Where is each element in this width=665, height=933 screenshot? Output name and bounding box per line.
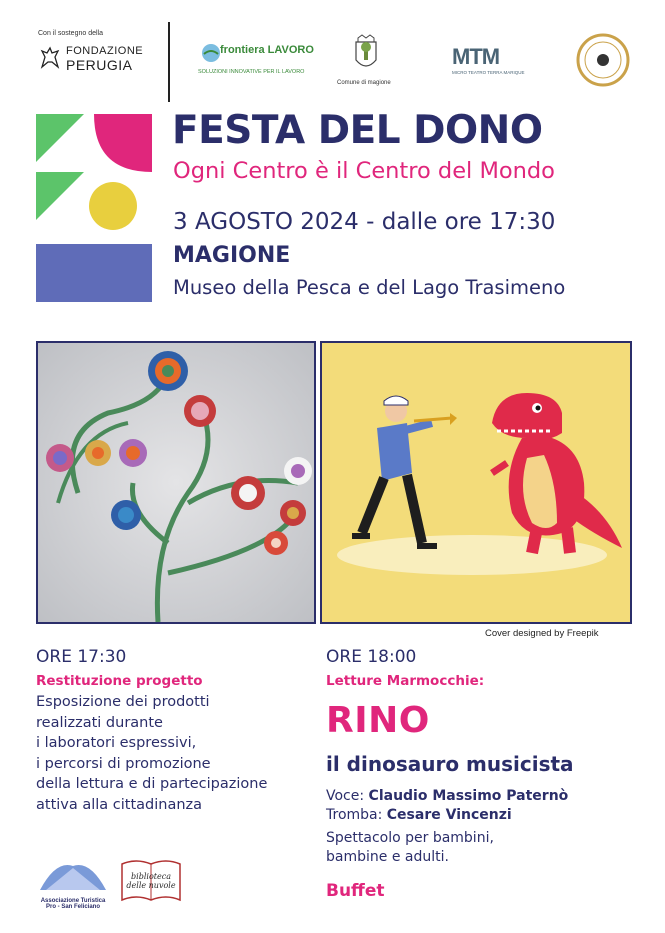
description-line: attiva alla cittadinanza: [36, 796, 203, 813]
trumpet-credit: [326, 807, 512, 823]
rino-illustration: [320, 341, 632, 624]
periwinkle-rect: [36, 244, 152, 302]
associazione-line-1: Associazione Turistica: [40, 898, 106, 904]
yellow-circle: [89, 182, 137, 230]
left-description: [36, 692, 267, 815]
left-heading: Restituzione progetto: [36, 673, 203, 689]
description-line: Esposizione dei prodotti: [36, 694, 210, 710]
show-subtitle: il dinosauro musicista: [326, 752, 574, 776]
right-time: ORE 18:00: [326, 647, 417, 667]
description-line: della lettura e di partecipazione: [36, 776, 268, 792]
biblioteca-nuvole-logo: [118, 856, 184, 908]
mtm-logo: MTM: [452, 44, 500, 69]
voice-credit: [326, 788, 568, 804]
event-title: FESTA DEL DONO: [172, 108, 543, 153]
event-venue: Museo della Pesca e del Lago Trasimeno: [173, 276, 566, 299]
perugia-line: PERUGIA: [66, 57, 133, 73]
voice-name: Claudio Massimo Paternò: [368, 788, 569, 804]
support-text: Con il sostegno della: [38, 30, 103, 37]
associazione-line-2: Pro - San Feliciano: [45, 904, 100, 910]
quilled-roll: [148, 351, 188, 391]
event-subtitle: Ogni Centro è il Centro del Mondo: [173, 158, 555, 184]
event-date: 3 AGOSTO 2024 - dalle ore 17:30: [173, 209, 556, 235]
image-credit: Cover designed by Freepik: [485, 628, 599, 639]
mountain-icon: [36, 856, 110, 894]
description-line: i percorsi di promozione: [36, 755, 211, 772]
audience-line-2: bambine e adulti.: [326, 849, 449, 865]
fondazione-line: FONDAZIONE: [66, 45, 144, 57]
sponsor-divider: [168, 22, 170, 102]
fondazione-perugia-logo: [66, 45, 143, 73]
ogni-centro-seal-icon: [576, 33, 630, 87]
quilling-image: [36, 341, 316, 624]
mtm-subtitle: MICRO TEATRO TERRA MARIQUE: [452, 70, 525, 75]
trumpet-name: Cesare Vincenzi: [386, 807, 512, 823]
globe-icon: [200, 42, 222, 64]
description-line: i laboratori espressivi,: [36, 735, 197, 751]
frontiera-tagline: SOLUZIONI INNOVATIVE PER IL LAVORO: [198, 69, 305, 75]
left-time: ORE 17:30: [36, 647, 127, 667]
audience-line-1: Spettacolo per bambini,: [326, 830, 494, 846]
event-place: MAGIONE: [173, 243, 291, 268]
description-line: realizzati durante: [36, 714, 163, 731]
biblioteca-name: biblioteca delle nuvole: [126, 872, 176, 890]
associazione-turistica-logo: [36, 856, 110, 916]
trumpet-label: Tromba:: [326, 807, 387, 823]
fondazione-griffin-icon: [38, 45, 62, 71]
comune-crest-icon: [350, 34, 382, 76]
show-title: RINO: [326, 700, 430, 741]
right-heading: Letture Marmocchie:: [326, 673, 485, 689]
festa-logo-graphic: [36, 114, 152, 302]
frontiera-lavoro-name: frontiera LAVORO: [220, 44, 314, 56]
voice-label: Voce:: [326, 788, 369, 804]
comune-label: Comune di magione: [337, 80, 391, 86]
buffet-label: Buffet: [326, 881, 385, 901]
